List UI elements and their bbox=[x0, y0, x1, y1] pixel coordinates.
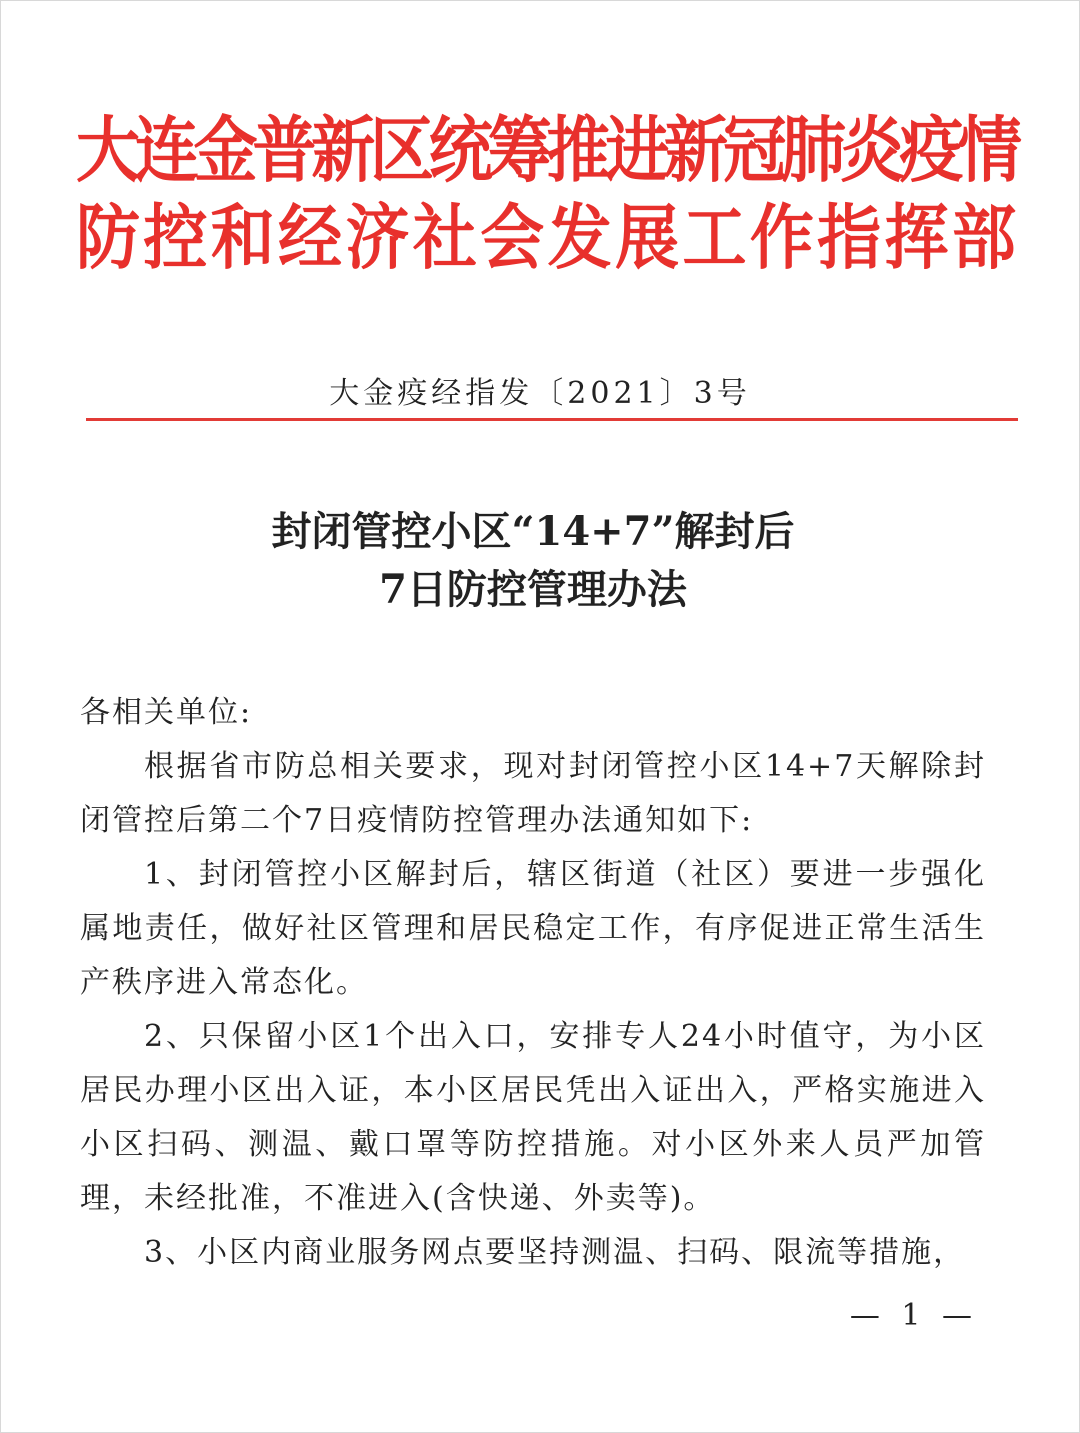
paragraph-item-1: 1、封闭管控小区解封后，辖区街道（社区）要进一步强化属地责任，做好社区管理和居民稳定工作，有序促进正常生活生产秩序进入常态化。 bbox=[80, 857, 986, 1000]
salutation: 各相关单位: bbox=[80, 695, 253, 730]
paragraph-intro: 根据省市防总相关要求，现对封闭管控小区14+7天解除封闭管控后第二个7日疫情防控管理办法通知如下: bbox=[80, 749, 986, 838]
issuing-org-line-2: 防控和经济社会发展工作指挥部 bbox=[76, 198, 1016, 280]
issuing-org-line-1: 大连金普新区统筹推进新冠肺炎疫情 bbox=[76, 110, 1016, 194]
paragraph-item-3: 3、小区内商业服务网点要坚持测温、扫码、限流等措施， bbox=[144, 1235, 966, 1270]
page-number: — 1 — bbox=[849, 1298, 978, 1333]
red-divider bbox=[86, 418, 1018, 421]
document-title-line-1: 封闭管控小区“14+7”解封后 bbox=[271, 508, 795, 555]
paragraph-item-2: 2、只保留小区1个出入口，安排专人24小时值守，为小区居民办理小区出入证，本小区居民凭出入证出入，严格实施进入小区扫码、测温、戴口罩等防控措施。对小区外来人员严加管理，未经批准，不准进入(含快递、外卖等)。 bbox=[80, 1019, 986, 1216]
document-title-line-2: 7日防控管理办法 bbox=[379, 566, 687, 613]
document-number: 大金疫经指发〔2021〕3号 bbox=[329, 376, 751, 411]
document-body bbox=[80, 686, 986, 1280]
